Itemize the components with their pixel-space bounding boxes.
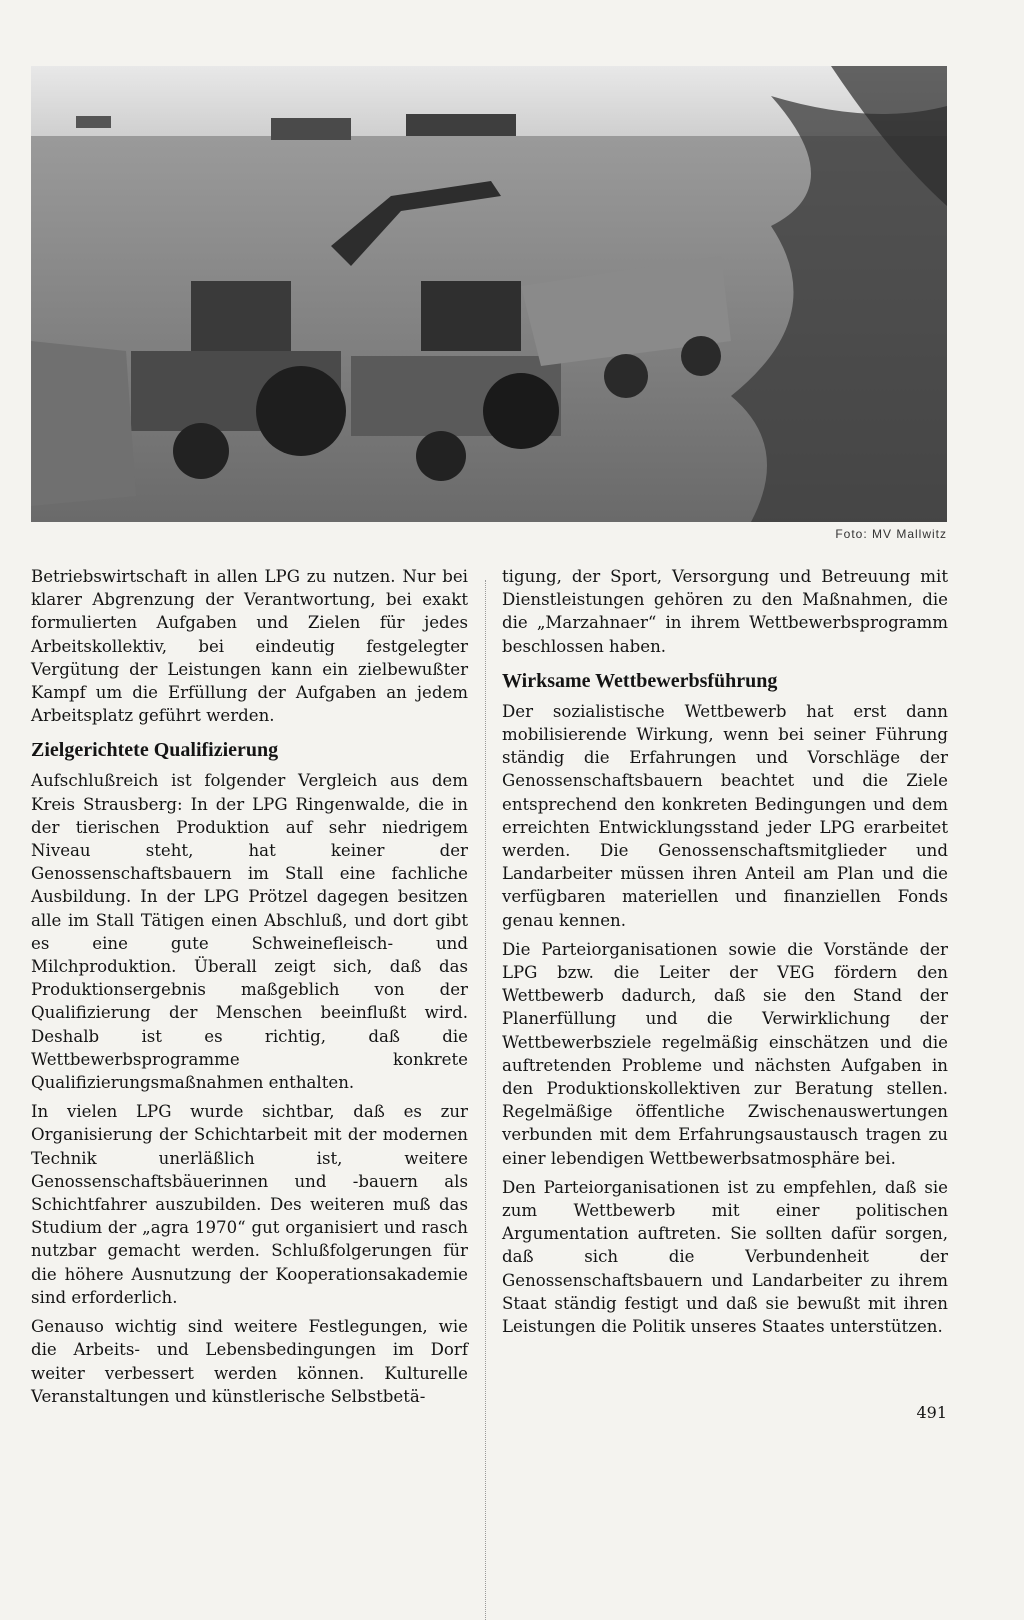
paragraph: In vielen LPG wurde sichtbar, daß es zur Organisierung der Schichtarbeit mit der modernen Technik unerläßlich ist, weitere Genossenschaftsbäuerinnen und -bauern als Schichtfahrer auszubilden. Des weiteren muß das Studium der „agra 1970“ gut organisiert und rasch nutzbar gemacht werden. Schlußfolgerungen für die höhere Ausnutzung der Kooperationsakademie sind erforderlich. <box>31 1102 468 1307</box>
section-heading: Zielgerichtete Qualifizierung <box>31 739 279 762</box>
paragraph: Betriebswirtschaft in allen LPG zu nutzen. Nur bei klarer Abgrenzung der Verantwortung, bei exakt formulierten Aufgaben und Zielen für jedes Arbeitskollektiv, bei eindeutig festgelegter Vergütung der Leistungen kann ein zielbewußter Kampf um die Erfüllung der Aufgaben an jedem Arbeitsplatz geführt werden. <box>31 567 468 726</box>
left-column <box>31 565 468 1414</box>
paragraph: Der sozialistische Wettbewerb hat erst dann mobilisierende Wirkung, wenn bei seiner Führung ständig die Erfahrungen und Vorschläge der Genossenschaftsbauern beachtet und die Ziele entsprechend den konkreten Bedingungen und dem erreichten Entwicklungsstand jeder LPG erarbeitet werden. Die Genossenschaftsmitglieder und Landarbeiter müssen ihren Anteil am Plan und die verfügbaren materiellen und finanziellen Fonds genau kennen. <box>502 701 948 930</box>
tractor-photo <box>31 66 947 522</box>
photo-credit: Foto: MV Mallwitz <box>835 527 947 541</box>
paragraph: Genauso wichtig sind weitere Festlegungen, wie die Arbeits- und Lebensbedingungen im Dorf weiter verbessert werden können. Kulturelle Veranstaltungen und künstlerische Selbstbetä- <box>31 1317 468 1406</box>
paragraph: Die Parteiorganisationen sowie die Vorstände der LPG bzw. die Leiter der VEG fördern den Wettbewerb dadurch, daß sie den Stand der Planerfüllung und die Verwirklichung der Wettbewerbsziele regelmäßig einschätzen und die auftretenden Probleme und nächsten Aufgaben in den Produktionskollektiven zur Beratung stellen. Regelmäßige öffentliche Zwischenauswertungen verbunden mit dem Erfahrungsaustausch tragen zu einer lebendigen Wettbewerbsatmosphäre bei. <box>502 939 948 1168</box>
column-divider <box>485 580 487 1620</box>
paragraph: Aufschlußreich ist folgender Vergleich aus dem Kreis Strausberg: In der LPG Ringenwalde, die in der tierischen Produktion auf sehr niedrigem Niveau steht, hat keiner der Genossenschaftsbauern im Stall eine fachliche Ausbildung. In der LPG Prötzel dagegen besitzen alle im Stall Tätigen einen Abschluß, und dort gibt es eine gute Schweinefleisch- und Milchproduktion. Überall zeigt sich, daß das Produktionsergebnis maßgeblich von der Qualifizierung der Menschen beeinflußt wird. Deshalb ist es richtig, daß die Wettbewerbsprogramme konkrete Qualifizierungsmaßnahmen enthalten. <box>31 771 468 1093</box>
paragraph: tigung, der Sport, Versorgung und Betreuung mit Dienstleistungen gehören zu den Maßnahmen, die die „Marzahnaer“ in ihrem Wettbewerbsprogramm beschlossen haben. <box>502 567 948 656</box>
page-number: 491 <box>916 1403 947 1422</box>
right-column <box>502 565 948 1344</box>
paragraph: Den Parteiorganisationen ist zu empfehlen, daß sie zum Wettbewerb mit einer politischen Argumentation auftreten. Sie sollten dafür sorgen, daß sich die Verbundenheit der Genossenschaftsbauern und Landarbeiter zu ihrem Staat ständig festigt und daß sie bewußt mit ihren Leistungen die Politik unseres Staates unterstützen. <box>502 1177 948 1337</box>
tractor-photo-illustration <box>31 66 947 522</box>
section-heading: Wirksame Wettbewerbsführung <box>502 669 778 692</box>
